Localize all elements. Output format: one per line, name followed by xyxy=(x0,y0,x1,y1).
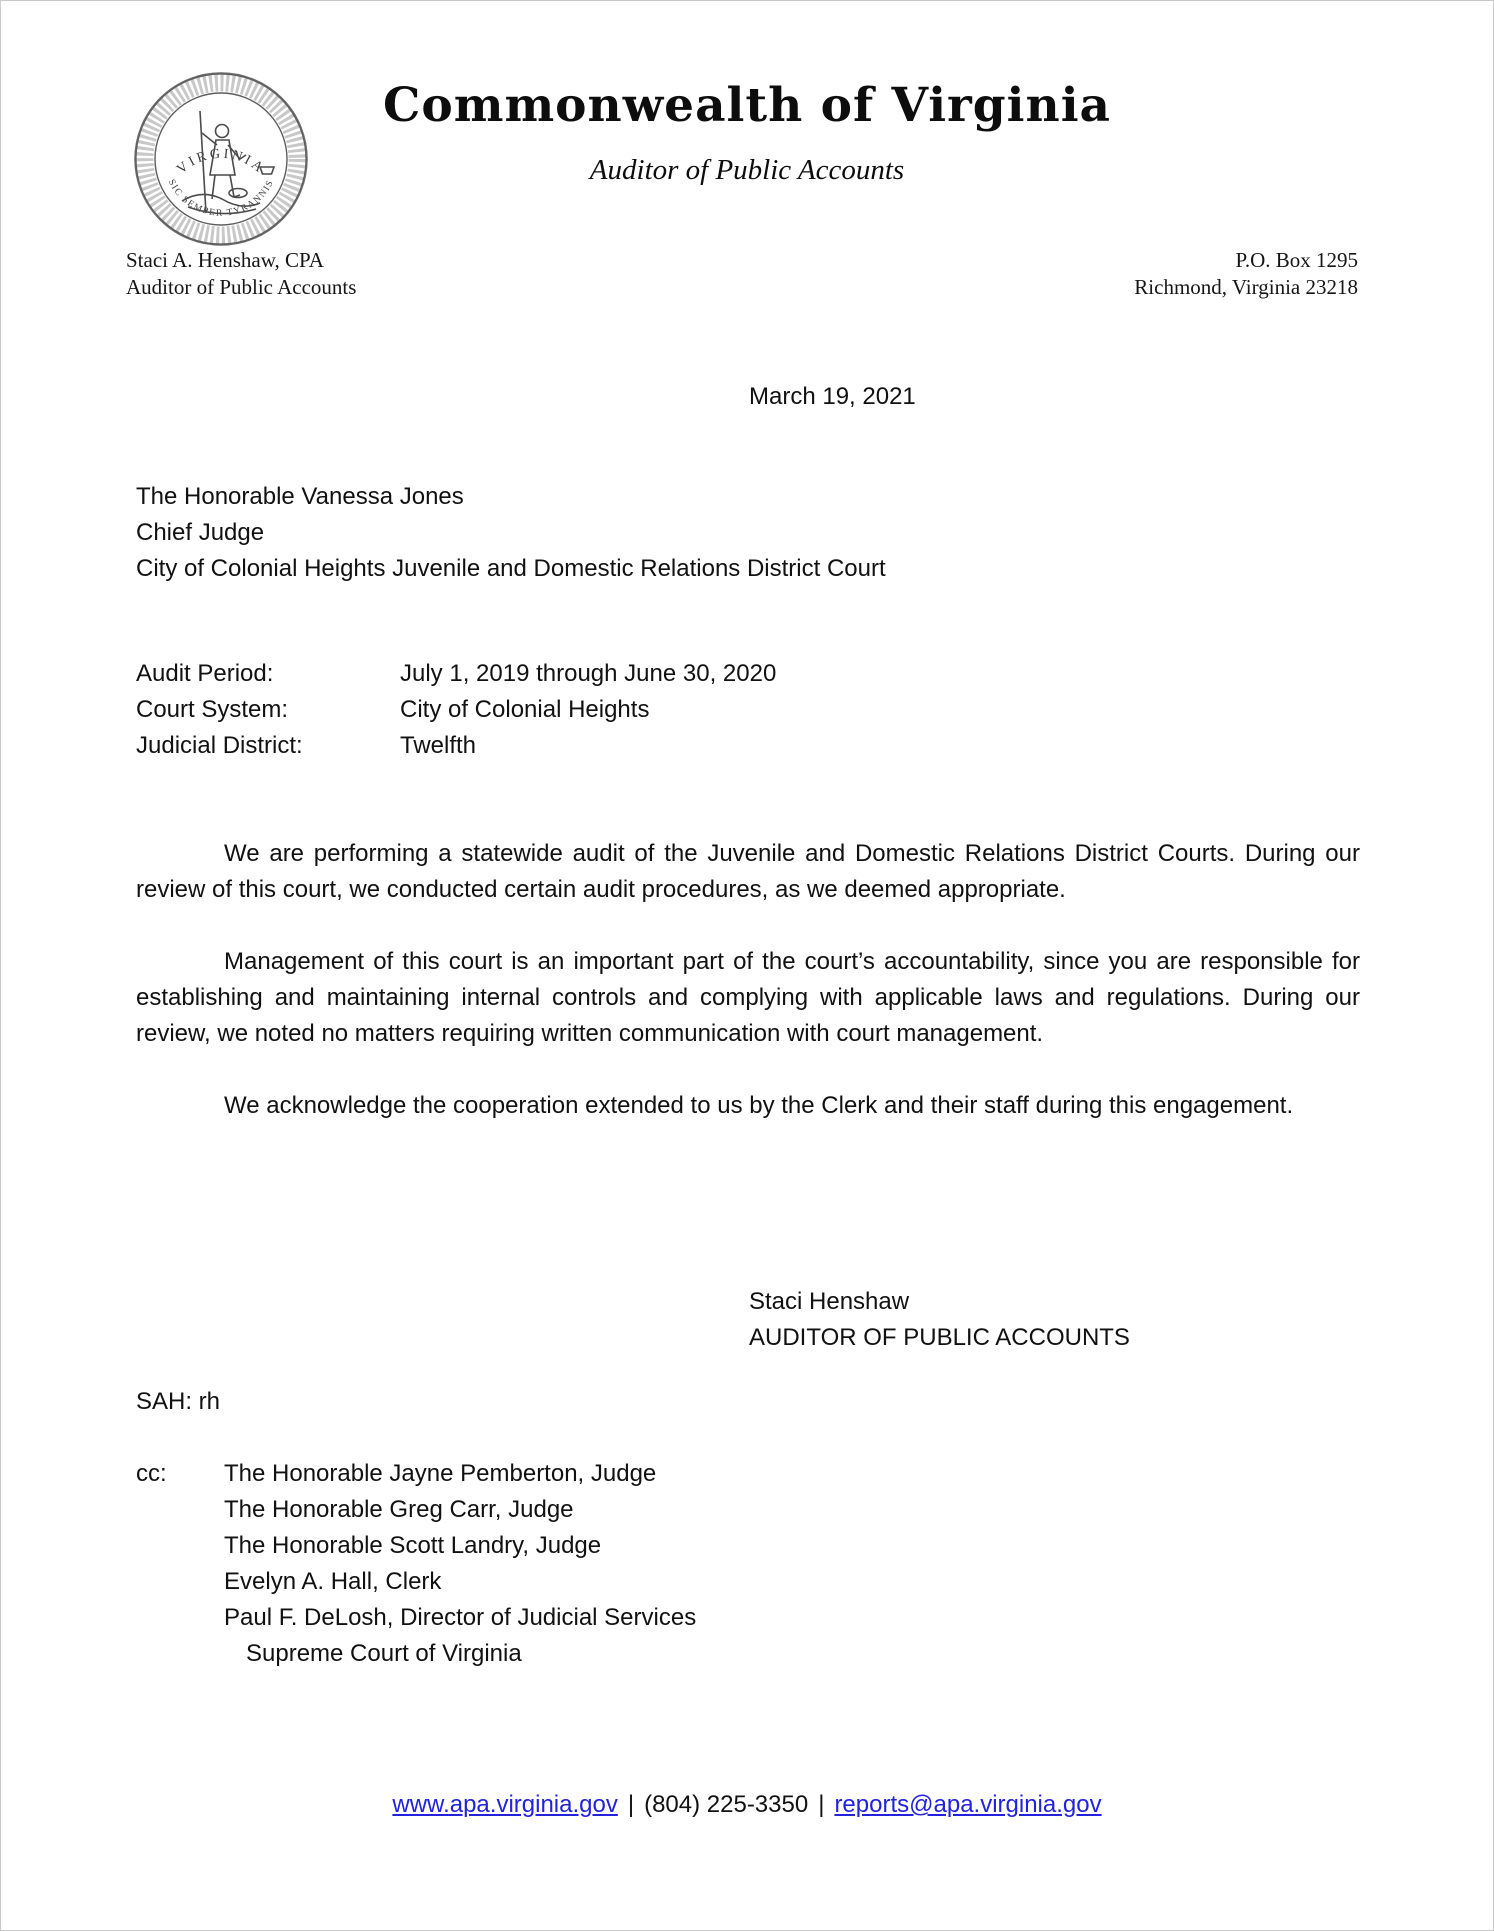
reference-initials: SAH: rh xyxy=(136,1388,221,1415)
cc-name-indented: Supreme Court of Virginia xyxy=(246,1640,522,1667)
judicial-district-row xyxy=(136,728,776,764)
cc-block xyxy=(136,1456,696,1672)
city-state-zip: Richmond, Virginia 23218 xyxy=(1134,275,1358,299)
cc-name: Evelyn A. Hall, Clerk xyxy=(224,1568,442,1595)
judicial-district-label: Judicial District: xyxy=(136,732,303,759)
recipient-title: Chief Judge xyxy=(136,519,265,546)
cc-name: Paul F. DeLosh, Director of Judicial Services xyxy=(224,1604,697,1631)
office-address xyxy=(1134,247,1358,301)
footer-separator: | xyxy=(818,1791,825,1818)
signer-title: AUDITOR OF PUBLIC ACCOUNTS xyxy=(749,1324,1130,1351)
seal-bottom-text: SIC SEMPER TYRANNIS xyxy=(165,177,277,219)
email-link[interactable]: reports@apa.virginia.gov xyxy=(834,1791,1102,1818)
cc-name: The Honorable Scott Landry, Judge xyxy=(224,1532,602,1559)
court-system-value: City of Colonial Heights xyxy=(400,696,650,723)
recipient-block xyxy=(136,479,886,587)
court-system-label: Court System: xyxy=(136,696,289,723)
paragraph-audit-statement: We are performing a statewide audit of the Juvenile and Domestic Relations District Courts. During our review of this court, we conducted certain audit procedures, as we deemed appropriate. xyxy=(136,840,1360,903)
cc-name: The Honorable Jayne Pemberton, Judge xyxy=(224,1460,657,1487)
letter-footer xyxy=(1,1787,1493,1823)
cc-label: cc: xyxy=(136,1460,167,1487)
seal-top-text: VIRGINIA xyxy=(174,146,268,178)
audit-period-row xyxy=(136,656,776,692)
cc-names xyxy=(224,1456,696,1672)
paragraph-acknowledgement: We acknowledge the cooperation extended to us by the Clerk and their staff during this engagement. xyxy=(224,1092,1294,1119)
cc-name: The Honorable Greg Carr, Judge xyxy=(224,1496,574,1523)
letter-body xyxy=(136,836,1360,1160)
signer-name: Staci Henshaw xyxy=(749,1288,910,1315)
court-system-row xyxy=(136,692,776,728)
audit-period-label: Audit Period: xyxy=(136,660,274,687)
recipient-name: The Honorable Vanessa Jones xyxy=(136,483,464,510)
signature-block xyxy=(749,1284,1130,1356)
audit-period-value: July 1, 2019 through June 30, 2020 xyxy=(400,660,777,687)
website-link[interactable]: www.apa.virginia.gov xyxy=(392,1791,618,1818)
audit-info-block xyxy=(136,656,776,764)
po-box: P.O. Box 1295 xyxy=(1235,248,1358,272)
recipient-court: City of Colonial Heights Juvenile and Domestic Relations District Court xyxy=(136,555,886,582)
official-contact xyxy=(126,247,356,301)
letterhead-title: Commonwealth of Virginia xyxy=(382,78,1112,133)
letter-date: March 19, 2021 xyxy=(749,383,916,410)
footer-separator: | xyxy=(627,1791,635,1818)
official-name: Staci A. Henshaw, CPA xyxy=(126,248,324,272)
phone-number: (804) 225-3350 xyxy=(644,1791,809,1818)
letterhead-subtitle: Auditor of Public Accounts xyxy=(589,154,905,186)
judicial-district-value: Twelfth xyxy=(400,732,477,759)
paragraph-management: Management of this court is an important part of the court’s accountability, since you are responsible for establishing and maintaining internal controls and complying with applicable laws and regulations. During our review, we noted no matters requiring written communication with court management. xyxy=(136,948,1360,1047)
official-title: Auditor of Public Accounts xyxy=(126,275,357,299)
